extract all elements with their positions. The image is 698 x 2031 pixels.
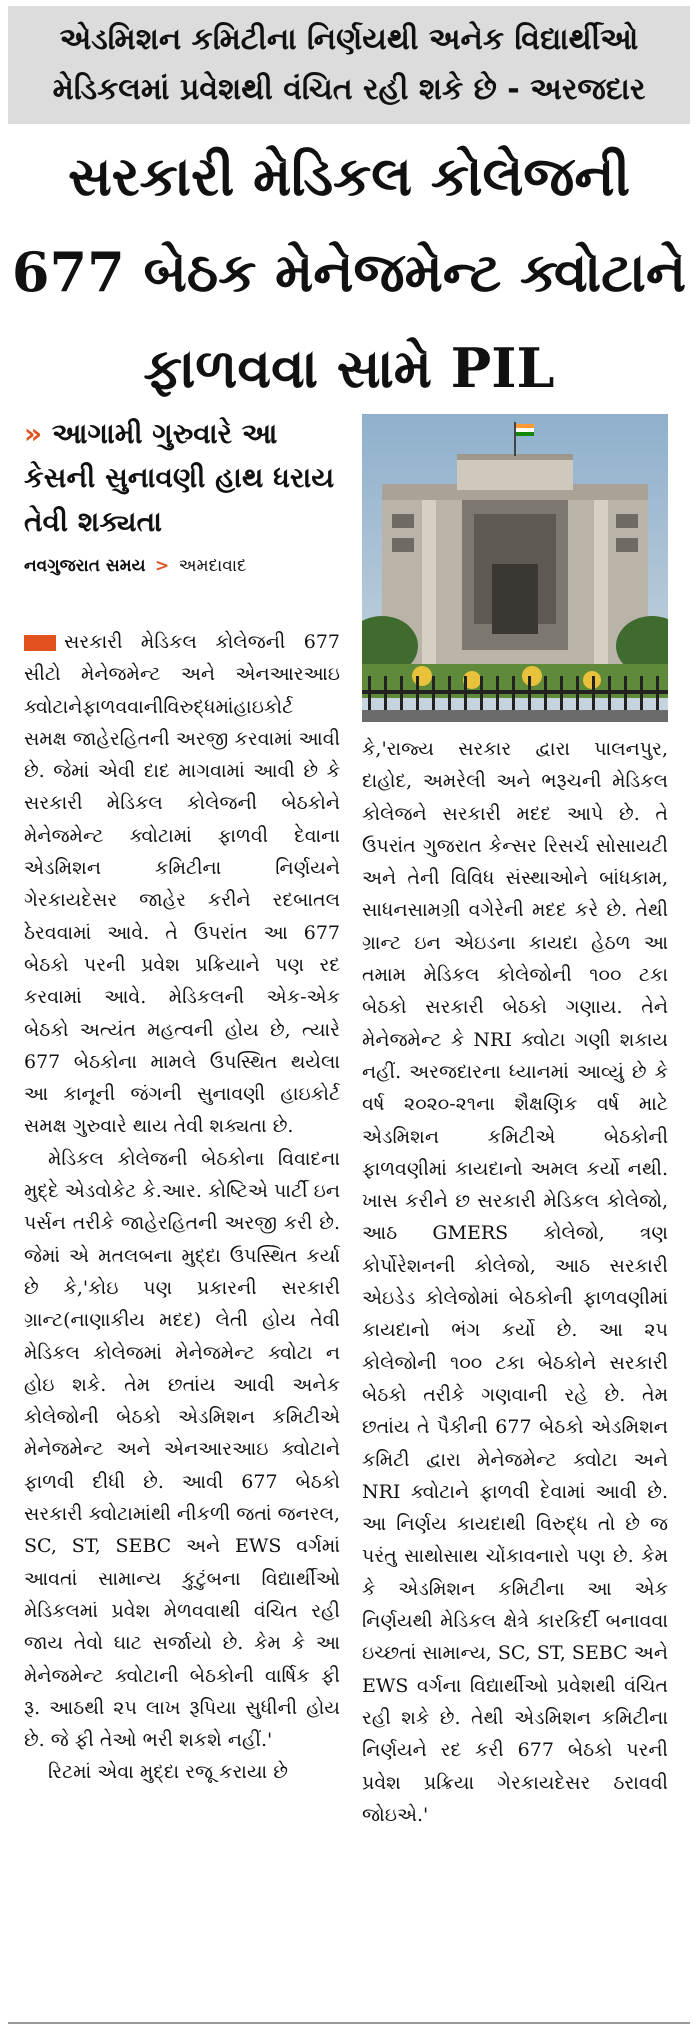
kicker-line-2: મેડિકલમાં પ્રવેશથી વંચિત રહી શકે છે - અરજદાર: [52, 72, 646, 107]
subheadline-text: આગામી ગુરુવારે આ કેસની સુનાવણી હાથ ધરાય તેવી શક્યતા: [24, 417, 335, 538]
article-paragraph: [24, 626, 340, 1143]
headline-line-2: 677 બેઠક મેનેજમેન્ટ ક્વોટાને: [11, 240, 687, 304]
chevron-marker-icon: »: [24, 417, 43, 450]
article-paragraph: રિટમાં એવા મુદ્દા રજૂ કરાયા છે: [48, 1761, 288, 1784]
article-column-right: [362, 733, 668, 1831]
high-court-photo: [362, 414, 668, 722]
byline: [24, 556, 354, 576]
byline-separator: >: [155, 556, 170, 576]
byline-city: અમદાવાદ: [178, 556, 247, 576]
headline-line-3: ફાળવવા સામે PIL: [143, 336, 555, 400]
headline-line-1: સરકારી મેડિકલ કોલેજની: [67, 144, 631, 208]
kicker-line-1: એડમિશન કમિટીના નિર્ણયથી અનેક વિદ્યાર્થીઓ: [59, 22, 639, 57]
headline: [8, 128, 690, 416]
story-start-marker: [24, 635, 56, 651]
article-paragraph: મેડિકલ કોલેજની બેઠકોના વિવાદના મુદ્દે એડવોકેટ કે.આર. કોષ્ટિએ પાર્ટી ઇન પર્સન તરીકે જાહેરહિતની અરજી કરી છે. જેમાં એ મતલબના મુદ્દા ઉપસ્થિત કર્યા છે કે,'કોઇ પણ પ્રકારની સરકારી ગ્રાન્ટ(નાણાકીય મદદ) લેતી હોય તેવી મેડિકલ કોલેજમાં મેનેજમેન્ટ ક્વોટા ન હોઇ શકે. તેમ છતાંય આવી અનેક કોલેજોની બેઠકો એડમિશન કમિટીએ મેનેજમેન્ટ અને એનઆરઆઇ ક્વોટાને ફાળવી દીધી છે. આવી 677 બેઠકો સરકારી ક્વોટામાંથી નીકળી જતાં જનરલ, SC, ST, SEBC અને EWS વર્ગમાં આવતાં સામાન્ય કુટુંબના વિદ્યાર્થીઓ મેડિકલમાં પ્રવેશ મેળવવાથી વંચિત રહી જાય તેવો ઘાટ સર્જાયો છે. કેમ કે આ મેનેજમેન્ટ ક્વોટાની બેઠકોની વાર્ષિક ફી રૂ. આઠથી ૨૫ લાખ રૂપિયા સુધીની હોય છે. જે ફી તેઓ ભરી શકશે નહીં.': [24, 1147, 340, 1752]
article-paragraph: કે,'રાજ્ય સરકાર દ્વારા પાલનપુર, દાહોદ, અમરેલી અને ભરૂચની મેડિકલ કોલેજને સરકારી મદદ આપે છે. તે ઉપરાંત ગુજરાત કેન્સર રિસર્ચ સોસાયટી અને તેની વિવિધ સંસ્થાઓને બાંધકામ, સાધનસામગ્રી વગેરેની મદદ કરે છે. તેથી ગ્રાન્ટ ઇન એઇડના કાયદા હેઠળ આ તમામ મેડિકલ કોલેજોની ૧૦૦ ટકા બેઠકો સરકારી બેઠકો ગણાય. તેને મેનેજમેન્ટ કે NRI ક્વોટા ગણી શકાય નહીં. અરજદારના ધ્યાનમાં આવ્યું છે કે વર્ષ ૨૦૨૦-૨૧ના શૈક્ષણિક વર્ષ માટે એડમિશન કમિટીએ બેઠકોની ફાળવણીમાં કાયદાનો અમલ કર્યો નથી. ખાસ કરીને છ સરકારી મેડિકલ કોલેજો, આઠ GMERS કોલેજો, ત્રણ કોર્પોરેશનની કોલેજો, આઠ સરકારી એઇડેડ કોલેજોમાં બેઠકોની ફાળવણીમાં કાયદાનો ભંગ કર્યો છે. આ ૨૫ કોલેજોની ૧૦૦ ટકા બેઠકોને સરકારી બેઠકો તરીકે ગણવાની રહે છે. તેમ છતાંય તે પૈકીની 677 બેઠકો એડમિશન કમિટી દ્વારા મેનેજમેન્ટ ક્વોટા અને NRI ક્વોટાને ફાળવી દેવામાં આવી છે. આ નિર્ણય કાયદાથી વિરુદ્ધ તો છે જ પરંતુ સાથોસાથ ચોંકાવનારો પણ છે. કેમ કે એડમિશન કમિટીના આ એક નિર્ણયથી મેડિકલ ક્ષેત્રે કારકિર્દી બનાવવા ઇચ્છતાં સામાન્ય, SC, ST, SEBC અને EWS વર્ગના વિદ્યાર્થીઓ પ્રવેશથી વંચિત રહી શકે છે. તેથી એડમિશન કમિટીના નિર્ણયને રદ કરી 677 બેઠકો પરની પ્રવેશ પ્રક્રિયા ગેરકાયદેસર ઠરાવવી જોઇએ.': [362, 738, 668, 1826]
subheadline: [24, 412, 354, 544]
kicker-box: [8, 6, 690, 124]
article-paragraph-text: સરકારી મેડિકલ કોલેજની 677 સીટો મેનેજમેન્ટ અને એનઆરઆઇ ક્વોટાનેફાળવવાનીવિરુદ્ધમાંહાઇકોર્ટ સમક્ષ જાહેરહિતની અરજી કરવામાં આવી છે. જેમાં એવી દાદ માગવામાં આવી છે કે સરકારી મેડિકલ કોલેજની બેઠકોને મેનેજમેન્ટ ક્વોટામાં ફાળવી દેવાના એડમિશન કમિટીના નિર્ણયને ગેરકાયદેસર જાહેર કરીને રદબાતલ ઠેરવવામાં આવે. તે ઉપરાંત આ 677 બેઠકો પરની પ્રવેશ પ્રક્રિયાને પણ રદ કરવામાં આવે. મેડિકલની એક-એક બેઠકો અત્યંત મહત્વની હોય છે, ત્યારે 677 બેઠકોના મામલે ઉપસ્થિત થયેલા આ કાનૂની જંગની સુનાવણી હાઇકોર્ટ સમક્ષ ગુરુવારે થાય તેવી શક્યતા છે.: [24, 631, 340, 1138]
article-column-left: [24, 626, 340, 1789]
byline-paper: નવગુજરાત સમય: [24, 556, 146, 576]
bottom-divider: [8, 2022, 690, 2024]
